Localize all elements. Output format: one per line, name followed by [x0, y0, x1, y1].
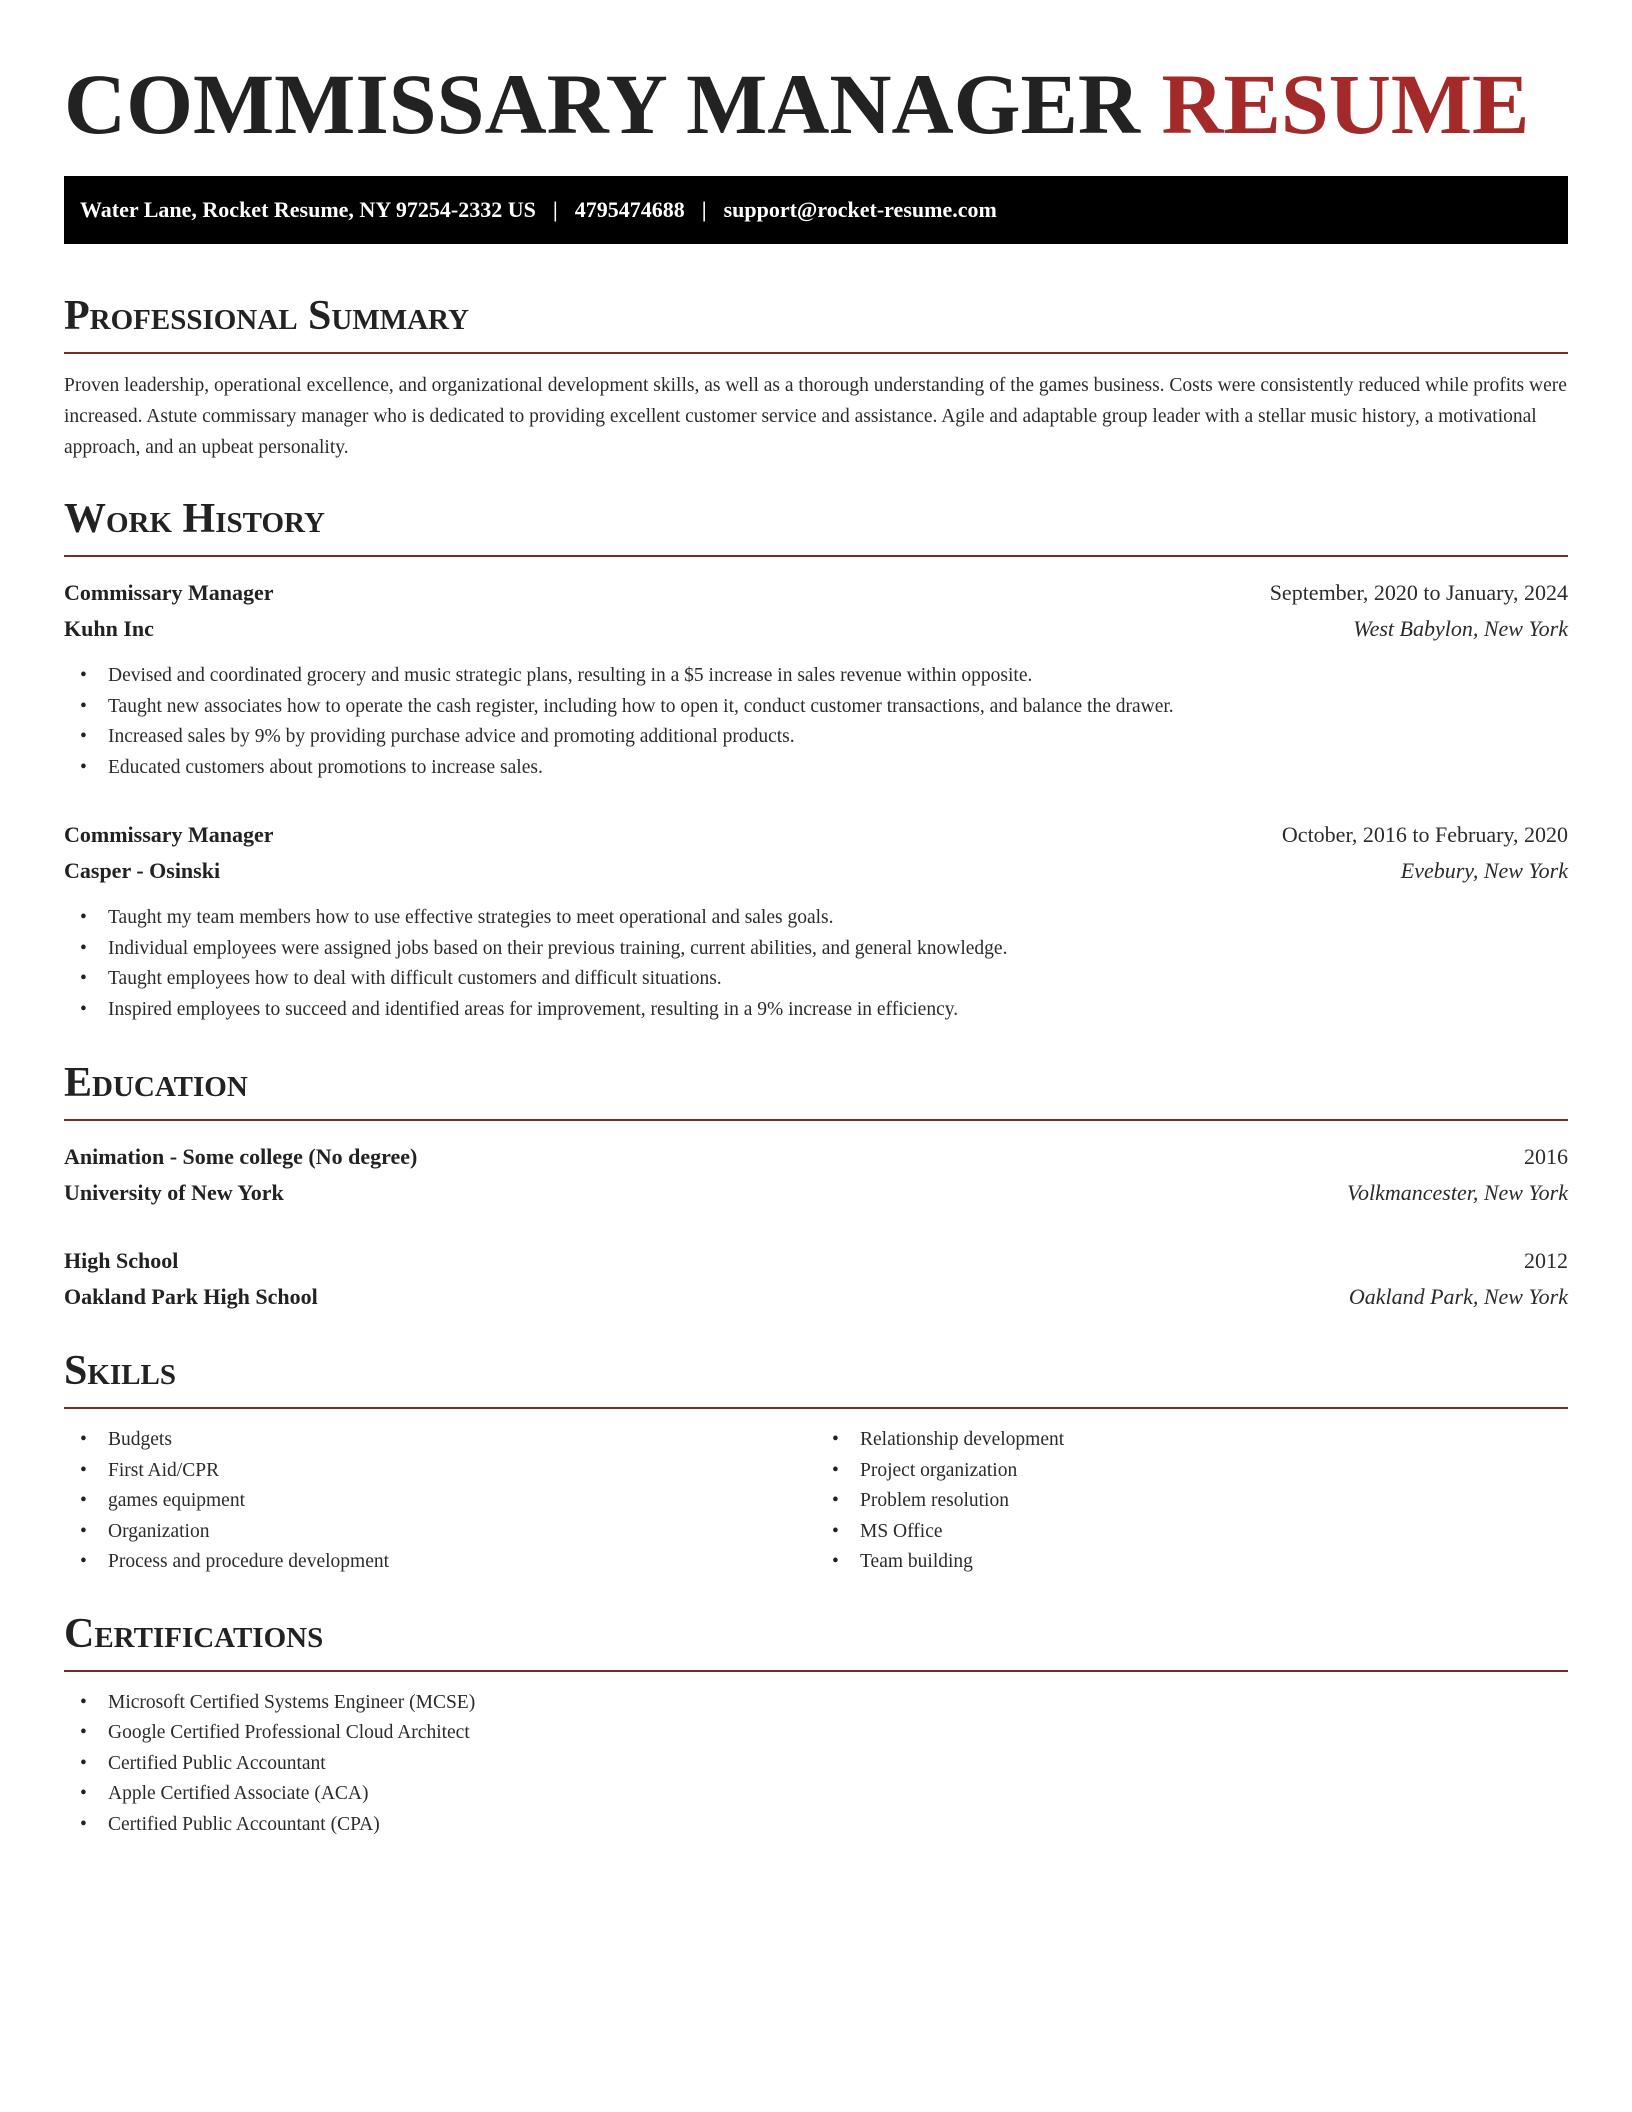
education-school: University of New York	[64, 1180, 284, 1205]
job-company-row	[64, 853, 1568, 889]
job-title-row	[64, 817, 1568, 853]
certification-item: • Certified Public Accountant (CPA)	[80, 1810, 1568, 1841]
certifications-heading: Certifications	[64, 1606, 1568, 1672]
resume-title	[64, 54, 1568, 154]
job-location: Evebury, New York	[1400, 858, 1568, 883]
education-school-row	[64, 1175, 1568, 1211]
job-bullet: • Educated customers about promotions to increase sales.	[80, 753, 1568, 784]
job-title: Commissary Manager	[64, 822, 274, 847]
contact-bar	[64, 176, 1568, 244]
skills-list-right	[816, 1425, 1568, 1578]
job-entry	[64, 817, 1568, 1025]
education-entry	[64, 1139, 1568, 1211]
education-heading: Education	[64, 1055, 1568, 1121]
certification-item: • Google Certified Professional Cloud Architect	[80, 1718, 1568, 1749]
education-degree: Animation - Some college (No degree)	[64, 1144, 418, 1169]
skill-item: • Organization	[80, 1517, 816, 1548]
education-school: Oakland Park High School	[64, 1284, 318, 1309]
job-company: Kuhn Inc	[64, 616, 154, 641]
contact-separator: |	[552, 197, 558, 222]
contact-email: support@rocket-resume.com	[723, 197, 997, 222]
job-entry	[64, 575, 1568, 783]
summary-text: Proven leadership, operational excellence, and organizational development skills, as well as a thorough understanding of the games business. Costs were consistently reduced while profits were increased. Astute commissary manager who is dedicated to providing excellent customer service and assistance. Agile and adaptable group leader with a stellar music history, a motivational approach, and an upbeat personality.	[64, 375, 1567, 458]
education-degree-row	[64, 1243, 1568, 1279]
education-year: 2016	[1524, 1144, 1568, 1169]
skills-list-left	[64, 1425, 816, 1578]
certifications-section	[64, 1606, 1568, 1841]
job-title-row	[64, 575, 1568, 611]
certification-item: • Certified Public Accountant	[80, 1749, 1568, 1780]
skill-item: • Relationship development	[832, 1425, 1568, 1456]
education-location: Volkmancester, New York	[1346, 1180, 1568, 1205]
title-main: COMMISSARY MANAGER	[64, 56, 1140, 152]
skill-item: • Team building	[832, 1547, 1568, 1578]
job-bullet: • Taught new associates how to operate the cash register, including how to open it, conduct customer transactions, and balance the drawer.	[80, 692, 1568, 723]
contact-phone: 4795474688	[574, 197, 685, 222]
job-title: Commissary Manager	[64, 580, 274, 605]
skills-heading: Skills	[64, 1343, 1568, 1409]
education-entry	[64, 1243, 1568, 1315]
skill-item: • games equipment	[80, 1486, 816, 1517]
skill-item: • MS Office	[832, 1517, 1568, 1548]
skills-section	[64, 1343, 1568, 1578]
job-company-row	[64, 611, 1568, 647]
summary-section	[64, 288, 1568, 463]
job-bullet: • Devised and coordinated grocery and music strategic plans, resulting in a $5 increase in sales revenue within opposite.	[80, 661, 1568, 692]
certification-item: • Apple Certified Associate (ACA)	[80, 1779, 1568, 1810]
work-history-section	[64, 491, 1568, 1025]
job-bullet: • Individual employees were assigned jobs based on their previous training, current abilities, and general knowledge.	[80, 934, 1568, 965]
job-bullet: • Taught my team members how to use effective strategies to meet operational and sales goals.	[80, 903, 1568, 934]
job-company: Casper - Osinski	[64, 858, 221, 883]
job-dates: September, 2020 to January, 2024	[1269, 580, 1568, 605]
education-year: 2012	[1524, 1248, 1568, 1273]
job-bullet: • Inspired employees to succeed and identified areas for improvement, resulting in a 9% increase in efficiency.	[80, 995, 1568, 1026]
education-location: Oakland Park, New York	[1348, 1284, 1568, 1309]
skill-item: • Budgets	[80, 1425, 816, 1456]
job-bullets	[64, 661, 1568, 783]
job-dates: October, 2016 to February, 2020	[1281, 822, 1568, 847]
title-accent: RESUME	[1161, 56, 1530, 152]
summary-heading: Professional Summary	[64, 288, 1568, 354]
job-bullet: • Taught employees how to deal with difficult customers and difficult situations.	[80, 964, 1568, 995]
skills-grid	[64, 1425, 1568, 1578]
job-location: West Babylon, New York	[1353, 616, 1568, 641]
skill-item: • Problem resolution	[832, 1486, 1568, 1517]
skill-item: • First Aid/CPR	[80, 1456, 816, 1487]
certification-item: • Microsoft Certified Systems Engineer (MCSE)	[80, 1688, 1568, 1719]
job-bullet: • Increased sales by 9% by providing purchase advice and promoting additional products.	[80, 722, 1568, 753]
job-bullets	[64, 903, 1568, 1025]
contact-separator: |	[701, 197, 707, 222]
education-degree: High School	[64, 1248, 179, 1273]
skill-item: • Process and procedure development	[80, 1547, 816, 1578]
contact-address: Water Lane, Rocket Resume, NY 97254-2332 US	[80, 197, 536, 222]
education-section	[64, 1055, 1568, 1315]
certifications-list	[64, 1688, 1568, 1841]
education-school-row	[64, 1279, 1568, 1315]
work-history-heading: Work History	[64, 491, 1568, 557]
skill-item: • Project organization	[832, 1456, 1568, 1487]
education-degree-row	[64, 1139, 1568, 1175]
